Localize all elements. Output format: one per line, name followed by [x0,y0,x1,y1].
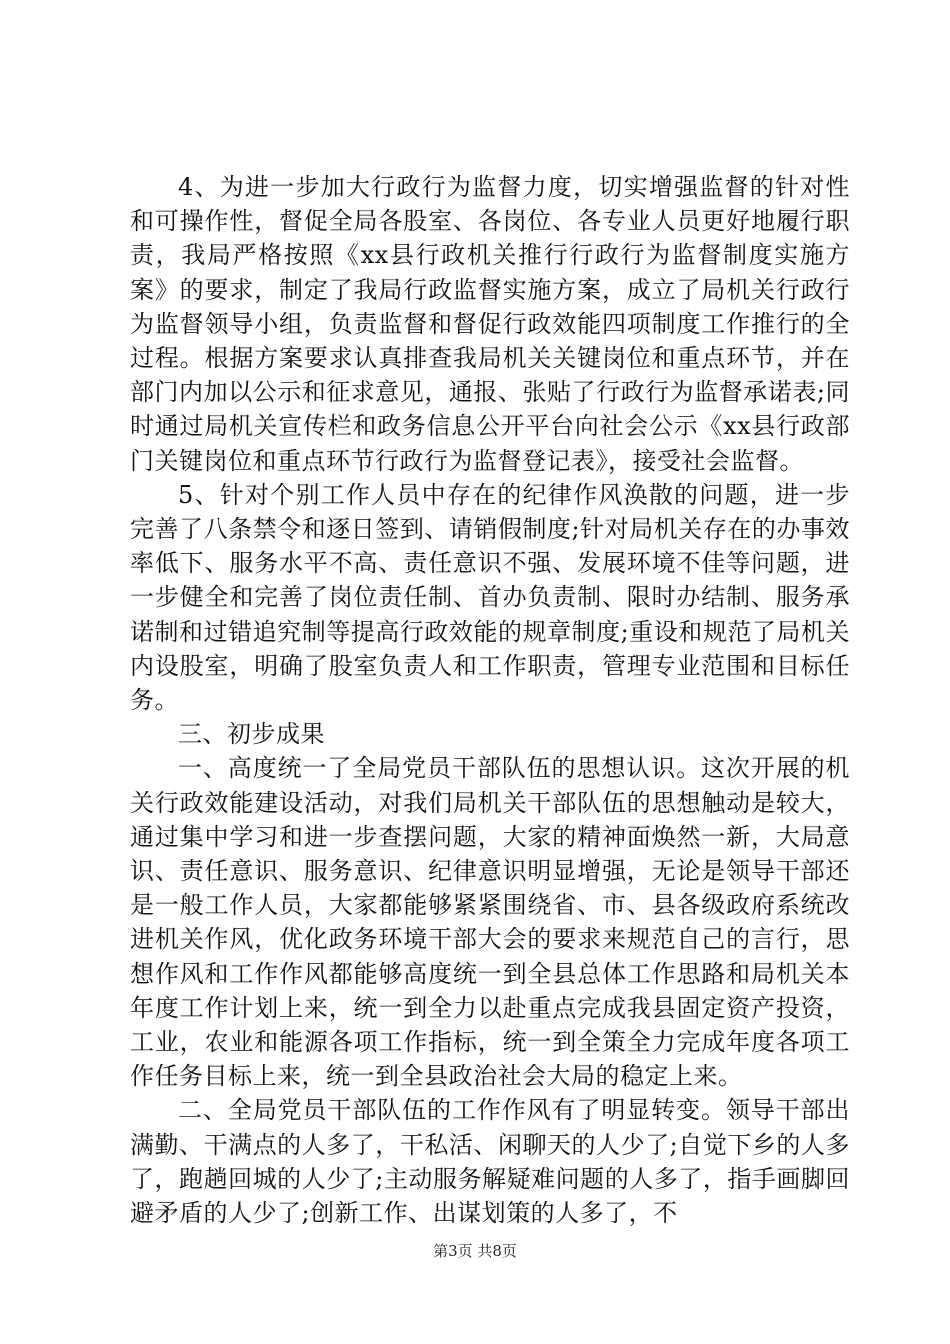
paragraph-item-5: 5、针对个别工作人员中存在的纪律作风涣散的问题，进一步完善了八条禁令和逐日签到、请销假制度;针对局机关存在的办事效率低下、服务水平不高、责任意识不强、发展环境不佳等问题，进一步健全和完善了岗位责任制、首办负责制、限时办结制、服务承诺制和过错追究制等提高行政效能的规章制度;重设和规范了局机关内设股室，明确了股室负责人和工作职责，管理专业范围和目标任务。 [130,480,850,715]
paragraph-result-1: 一、高度统一了全局党员干部队伍的思想认识。这次开展的机关行政效能建设活动，对我们局机关干部队伍的思想触动是较大，通过集中学习和进一步查摆问题，大家的精神面焕然一新，大局意识、责任意识、服务意识、纪律意识明显增强，无论是领导干部还是一般工作人员，大家都能够紧紧围绕省、市、县各级政府系统改进机关作风，优化政务环境干部大会的要求来规范自己的言行，思想作风和工作作风都能够高度统一到全县总体工作思路和局机关本年度工作计划上来，统一到全力以赴重点完成我县固定资产投资，工业，农业和能源各项工作指标，统一到全策全力完成年度各项工作任务目标上来，统一到全县政治社会大局的稳定上来。 [130,754,850,1091]
document-body [130,170,850,1230]
page-number-footer: 第3页 共8页 [433,1242,517,1260]
section-heading-results: 三、初步成果 [178,720,325,749]
paragraph-result-2: 二、全局党员干部队伍的工作作风有了明显转变。领导干部出满勤、干满点的人多了，干私活、闲聊天的人少了;自觉下乡的人多了，跑趟回城的人少了;主动服务解疑难问题的人多了，指手画脚回避矛盾的人少了;创新工作、出谋划策的人多了，不 [130,1096,850,1228]
paragraph-item-4: 4、为进一步加大行政行为监督力度，切实增强监督的针对性和可操作性，督促全局各股室、各岗位、各专业人员更好地履行职责，我局严格按照《xx县行政机关推行行政行为监督制度实施方案》的要求，制定了我局行政监督实施方案，成立了局机关行政行为监督领导小组，负责监督和督促行政效能四项制度工作推行的全过程。根据方案要求认真排查我局机关关键岗位和重点环节，并在部门内加以公示和征求意见，通报、张贴了行政行为监督承诺表;同时通过局机关宣传栏和政务信息公开平台向社会公示《xx县行政部门关键岗位和重点环节行政行为监督登记表》，接受社会监督。 [130,173,850,475]
